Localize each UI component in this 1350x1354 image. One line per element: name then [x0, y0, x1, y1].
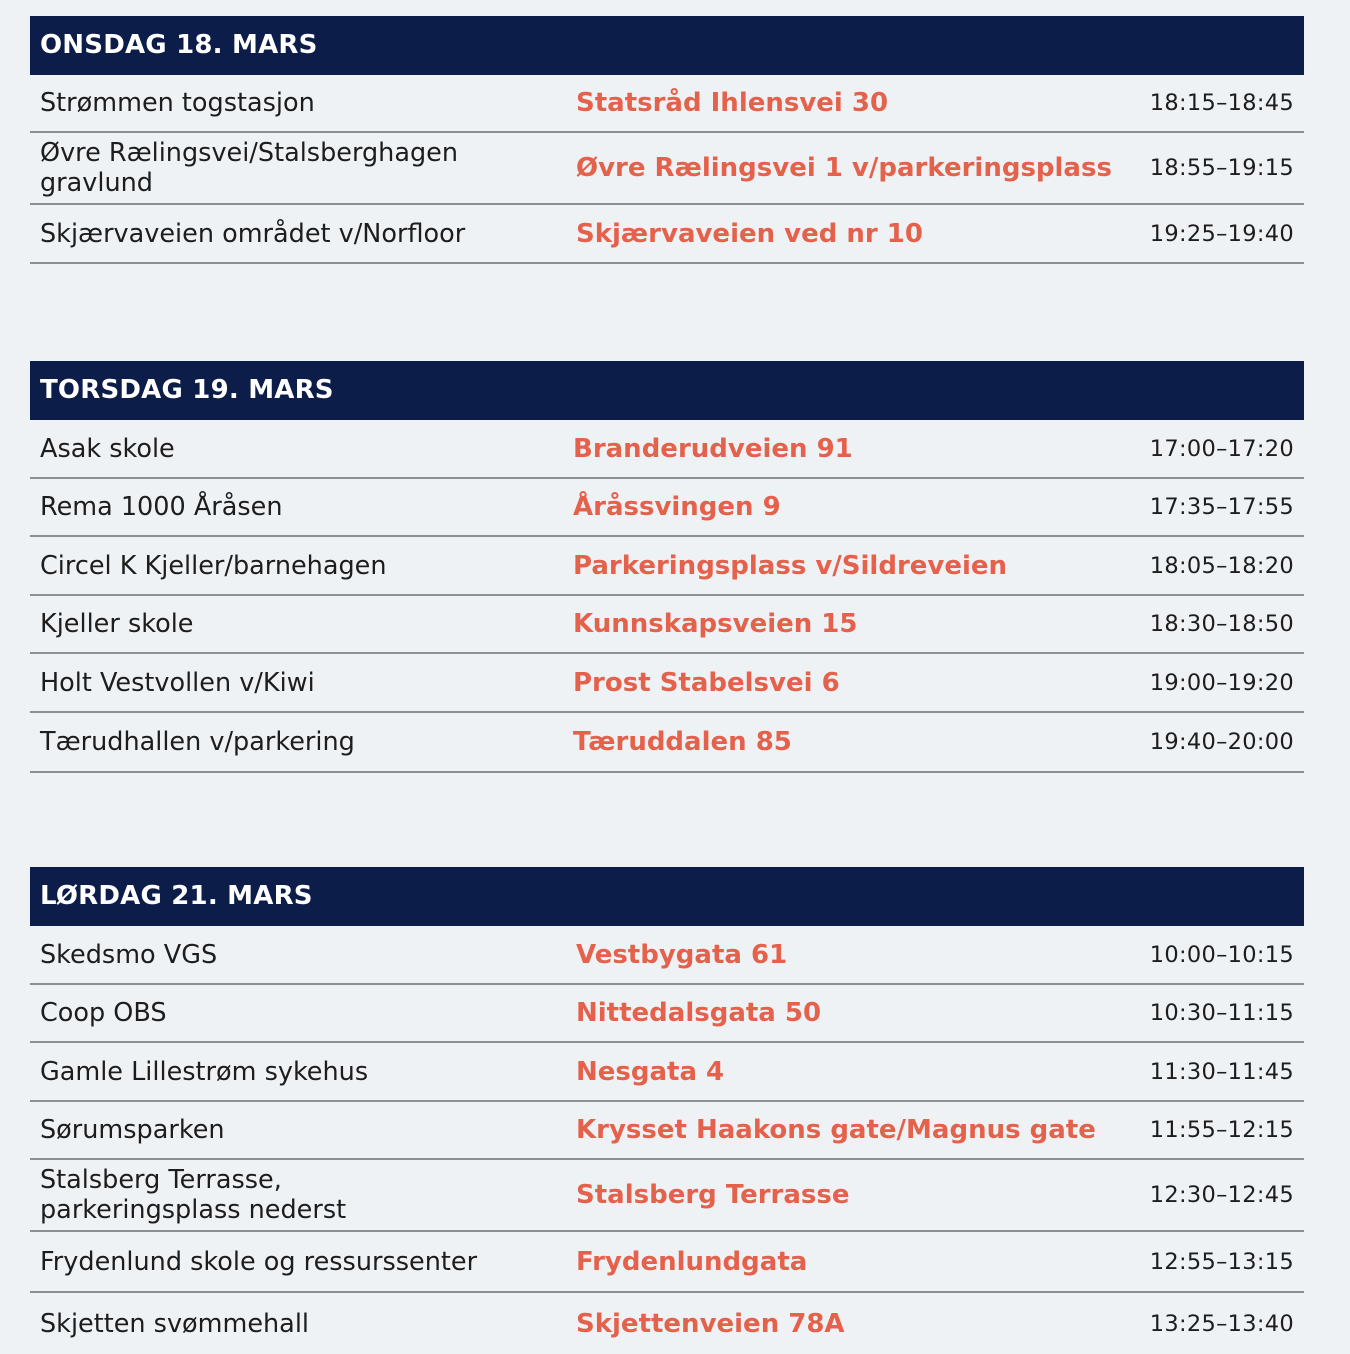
stop-place: Circel K Kjeller/barnehagen	[40, 550, 387, 581]
table-row	[30, 1102, 1304, 1160]
stop-time: 17:00–17:20	[1149, 435, 1294, 462]
table-row	[30, 1160, 1304, 1232]
stop-address: Prost Stabelsvei 6	[573, 667, 840, 698]
table-row	[30, 926, 1304, 985]
stop-time: 12:55–13:15	[1149, 1248, 1294, 1275]
stop-time: 10:00–10:15	[1149, 941, 1294, 968]
stop-place: Øvre Rælingsvei/Stalsberghagen gravlund	[40, 138, 458, 198]
stop-address: Stalsberg Terrasse	[576, 1180, 850, 1210]
stop-place: Asak skole	[40, 433, 175, 464]
stop-time: 18:30–18:50	[1149, 611, 1294, 637]
stop-time: 10:30–11:15	[1149, 1000, 1294, 1026]
stop-address: Åråssvingen 9	[573, 492, 781, 522]
stop-address: Krysset Haakons gate/Magnus gate	[576, 1115, 1096, 1145]
table-row	[30, 985, 1304, 1043]
table-row	[30, 713, 1304, 773]
day-section-torsdag	[30, 361, 1304, 773]
day-section-onsdag	[30, 16, 1304, 264]
stop-address: Skjettenveien 78A	[576, 1308, 845, 1339]
table-row	[30, 133, 1304, 205]
stop-time: 18:05–18:20	[1149, 552, 1294, 579]
day-header: ONSDAG 18. MARS	[30, 16, 1304, 75]
stop-time: 18:55–19:15	[1149, 155, 1294, 181]
stop-time: 13:25–13:40	[1149, 1310, 1294, 1337]
stop-address: Parkeringsplass v/Sildreveien	[573, 550, 1008, 581]
stop-address: Kunnskapsveien 15	[573, 609, 858, 639]
stop-place: Sørumsparken	[40, 1115, 225, 1145]
stop-address: Nesgata 4	[576, 1056, 725, 1087]
table-row	[30, 537, 1304, 596]
stop-list	[30, 926, 1304, 1354]
stop-place: Stalsberg Terrasse, parkeringsplass nederst	[40, 1165, 347, 1225]
table-row	[30, 596, 1304, 654]
stop-place: Skjetten svømmehall	[40, 1308, 309, 1339]
stop-place: Skjærvaveien området v/Norfloor	[40, 218, 466, 249]
table-row	[30, 654, 1304, 713]
stop-place: Coop OBS	[40, 998, 167, 1028]
stop-time: 11:30–11:45	[1149, 1058, 1294, 1085]
day-header: LØRDAG 21. MARS	[30, 867, 1304, 926]
stop-place: Rema 1000 Åråsen	[40, 492, 283, 522]
stop-list	[30, 420, 1304, 773]
stop-address: Skjærvaveien ved nr 10	[576, 218, 923, 249]
table-row	[30, 205, 1304, 264]
stop-place: Frydenlund skole og ressurssenter	[40, 1246, 478, 1277]
stop-address: Nittedalsgata 50	[576, 998, 822, 1028]
table-row	[30, 1293, 1304, 1354]
stop-time: 12:30–12:45	[1149, 1182, 1294, 1208]
day-header: TORSDAG 19. MARS	[30, 361, 1304, 420]
table-row	[30, 1232, 1304, 1293]
stop-time: 18:15–18:45	[1149, 90, 1294, 116]
table-row	[30, 75, 1304, 133]
day-section-lordag	[30, 867, 1304, 1354]
stop-time: 19:40–20:00	[1149, 729, 1294, 755]
table-row	[30, 479, 1304, 537]
stop-address: Tæruddalen 85	[573, 727, 792, 757]
stop-address: Frydenlundgata	[576, 1246, 808, 1277]
stop-list	[30, 75, 1304, 264]
table-row	[30, 420, 1304, 479]
stop-address: Branderudveien 91	[573, 433, 853, 464]
stop-address: Statsråd Ihlensvei 30	[576, 88, 889, 118]
stop-time: 17:35–17:55	[1149, 494, 1294, 520]
stop-place: Strømmen togstasjon	[40, 88, 315, 118]
stop-time: 11:55–12:15	[1149, 1117, 1294, 1143]
stop-address: Vestbygata 61	[576, 939, 788, 970]
table-row	[30, 1043, 1304, 1102]
stop-place: Holt Vestvollen v/Kiwi	[40, 667, 315, 698]
stop-address: Øvre Rælingsvei 1 v/parkeringsplass	[576, 153, 1112, 183]
stop-time: 19:00–19:20	[1149, 669, 1294, 696]
stop-place: Tærudhallen v/parkering	[40, 727, 355, 757]
stop-place: Skedsmo VGS	[40, 939, 218, 970]
stop-place: Gamle Lillestrøm sykehus	[40, 1056, 369, 1087]
stop-time: 19:25–19:40	[1149, 220, 1294, 247]
stop-place: Kjeller skole	[40, 609, 194, 639]
